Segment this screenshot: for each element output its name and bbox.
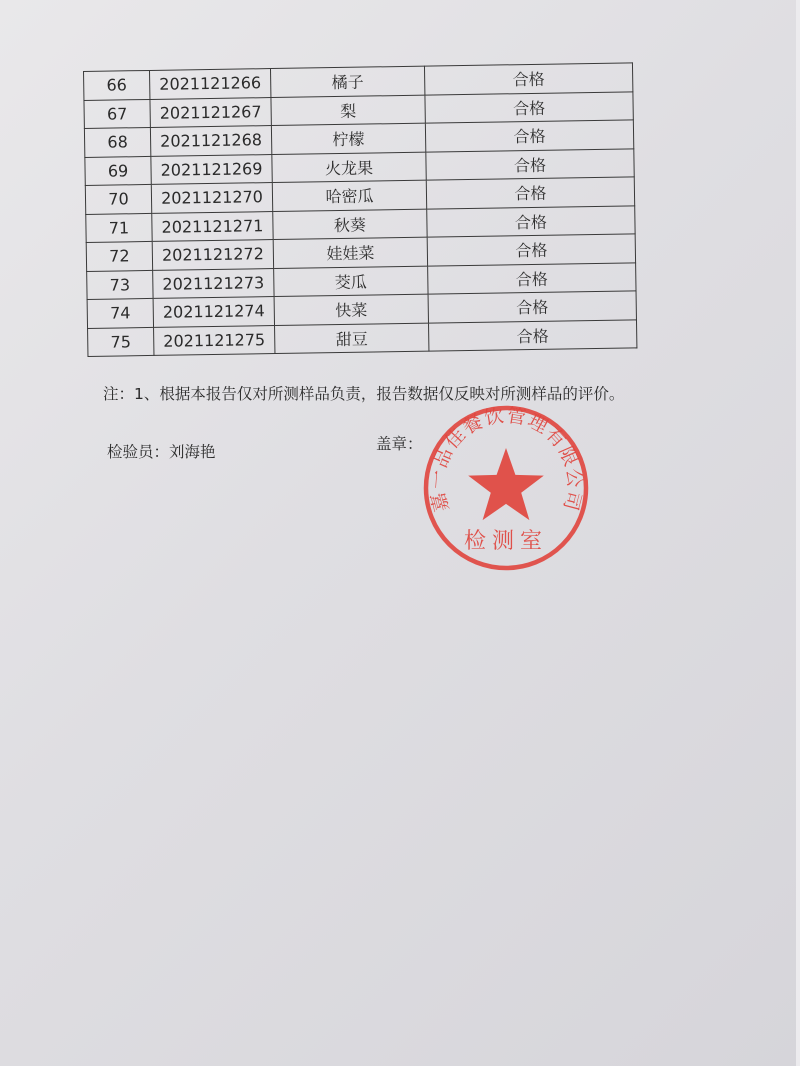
result-cell: 合格 [425,91,633,123]
sample-number-cell: 70 [85,184,151,214]
result-cell: 合格 [426,177,634,209]
company-seal [420,402,592,574]
sample-name-cell: 柠檬 [271,123,425,154]
sample-code-cell: 2021121274 [153,297,274,327]
sample-number-cell: 69 [85,156,151,186]
result-cell: 合格 [424,63,632,95]
sample-name-cell: 甜豆 [275,323,429,354]
seal-label: 盖章： [376,435,423,453]
sample-name-cell: 快菜 [274,294,428,325]
sample-number-cell: 68 [84,127,150,157]
sample-code-cell: 2021121266 [149,69,270,99]
report-note: 注：1、根据本报告仅对所测样品负责，报告数据仅反映对所测样品的评价。 [103,385,625,403]
result-cell: 合格 [428,262,636,294]
result-cell: 合格 [427,205,635,237]
result-cell: 合格 [428,319,636,351]
result-cell: 合格 [428,291,636,323]
sample-number-cell: 75 [88,327,154,357]
result-cell: 合格 [425,120,633,152]
sample-code-cell: 2021121275 [154,325,275,355]
sample-number-cell: 66 [84,70,150,100]
sample-code-cell: 2021121268 [150,126,271,156]
page-edge [796,0,800,1066]
seal-star-icon [468,448,544,520]
sample-name-cell: 秋葵 [273,209,427,240]
seal-ring-text: 嘉一品佳餐饮管理有限公司 [426,404,586,515]
seal-center-text: 检测室 [463,529,549,554]
sample-name-cell: 娃娃菜 [273,237,427,268]
result-cell: 合格 [427,234,635,266]
sample-number-cell: 67 [84,99,150,129]
result-cell: 合格 [426,148,634,180]
sample-code-cell: 2021121269 [151,154,272,184]
sample-code-cell: 2021121270 [151,183,272,213]
sample-number-cell: 71 [86,213,152,243]
sample-name-cell: 哈密瓜 [272,180,426,211]
results-table [83,62,637,357]
sample-code-cell: 2021121272 [152,240,273,270]
sample-number-cell: 74 [87,298,153,328]
sample-number-cell: 73 [87,270,153,300]
sample-code-cell: 2021121273 [153,268,274,298]
inspector-line: 检验员：刘海艳 [107,443,216,461]
sample-name-cell: 橘子 [270,66,424,97]
sample-code-cell: 2021121267 [150,97,271,127]
sample-name-cell: 火龙果 [272,152,426,183]
sample-number-cell: 72 [86,241,152,271]
sample-code-cell: 2021121271 [152,211,273,241]
sample-name-cell: 茭瓜 [274,266,428,297]
sample-name-cell: 梨 [271,95,425,126]
